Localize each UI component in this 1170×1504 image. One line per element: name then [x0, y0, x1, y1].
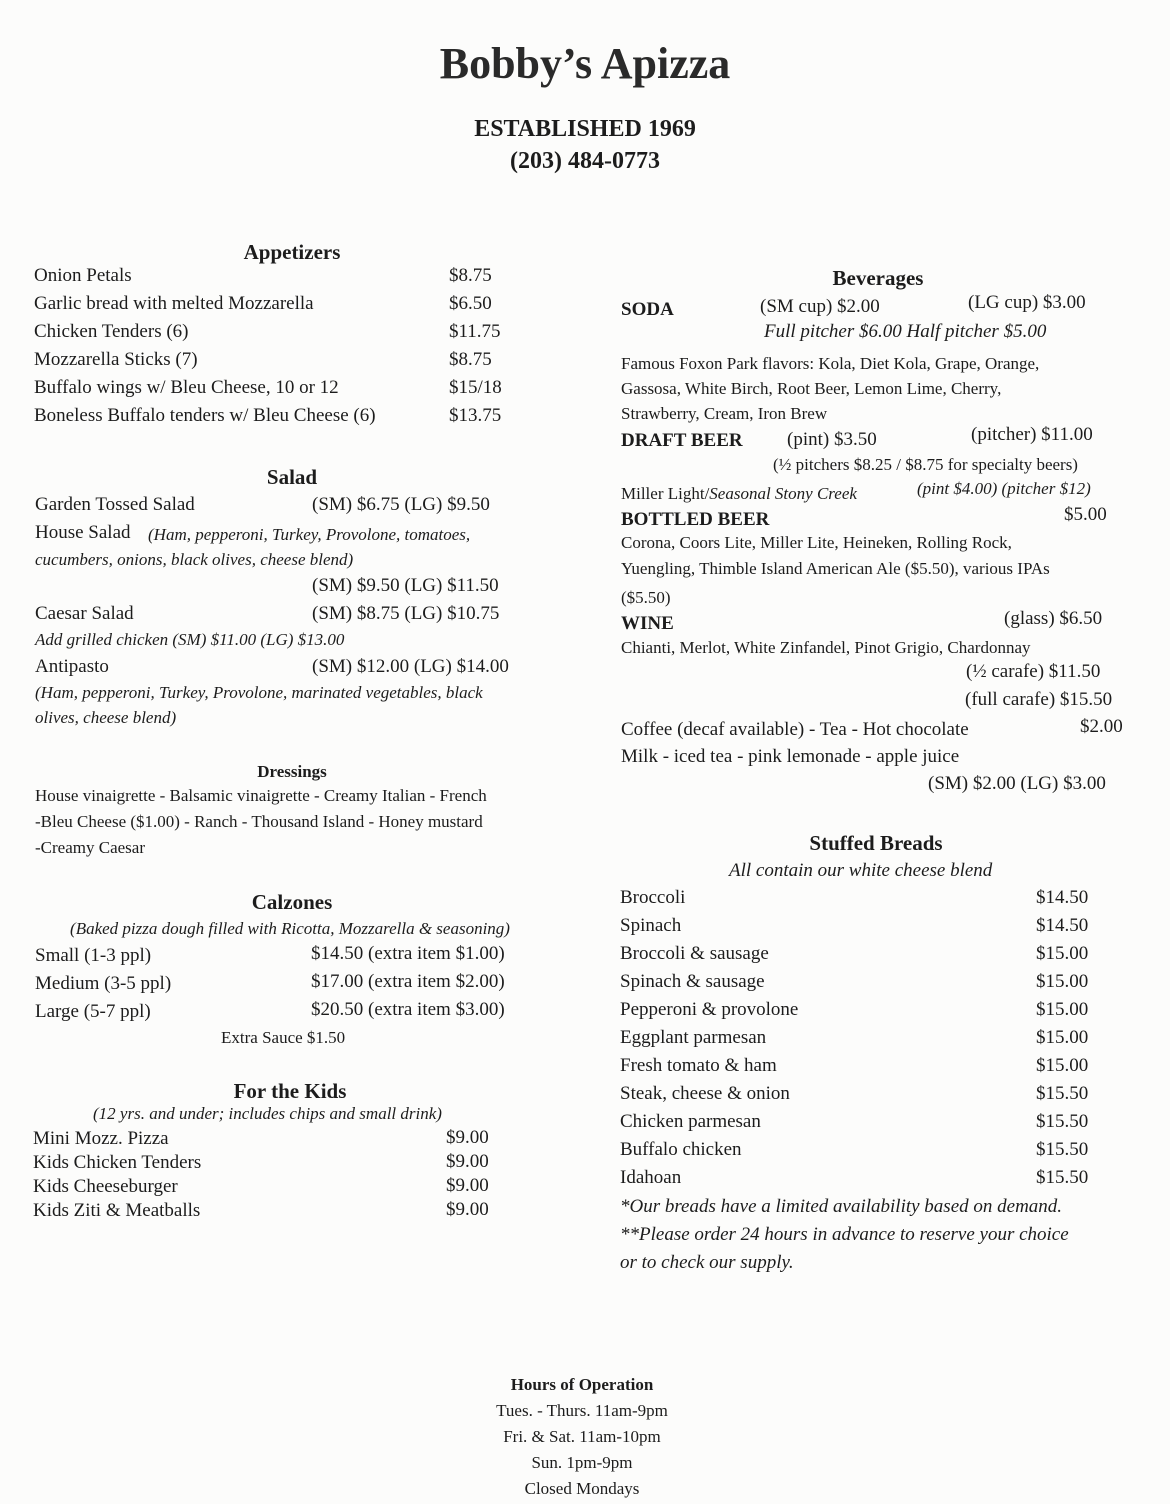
appetizers-heading: Appetizers	[243, 240, 341, 264]
menu-item-price: $15.50	[1036, 1083, 1089, 1104]
menu-item-name: Chicken Tenders (6)	[34, 321, 189, 342]
soda-sm-price: (SM cup) $2.00	[760, 296, 880, 317]
menu-item-price: $6.50	[449, 293, 492, 314]
menu-item-name: Buffalo chicken	[620, 1139, 742, 1160]
menu-item-price: $11.75	[449, 321, 501, 342]
wine-glass-price: (glass) $6.50	[1004, 608, 1103, 629]
item-description: (Ham, pepperoni, Turkey, Provolone, marinated vegetables, black	[35, 683, 483, 702]
menu-item-name: Garden Tossed Salad	[35, 494, 195, 515]
menu-item-price: $14.50	[1036, 887, 1089, 908]
bottled-beer-list: Corona, Coors Lite, Miller Lite, Heineken, Rolling Rock,	[621, 533, 1012, 552]
menu-item-price: $9.00	[446, 1151, 489, 1172]
menu-item-price: $15.00	[1036, 971, 1089, 992]
calzones-description: (Baked pizza dough filled with Ricotta, Mozzarella & seasoning)	[70, 919, 510, 938]
menu-item-price: $9.00	[446, 1199, 489, 1220]
draft-pitcher-price: (pitcher) $11.00	[971, 424, 1093, 445]
soda-flavors: Strawberry, Cream, Iron Brew	[621, 404, 828, 423]
stuffed-breads-note: **Please order 24 hours in advance to reserve your choice	[620, 1224, 1069, 1245]
calzones-heading: Calzones	[251, 890, 333, 914]
menu-item-price: $15.50	[1036, 1139, 1089, 1160]
menu-item-name: Mini Mozz. Pizza	[33, 1128, 169, 1149]
item-description: olives, cheese blend)	[35, 708, 177, 727]
phone-number: (203) 484-0773	[510, 148, 660, 174]
extra-sauce: Extra Sauce $1.50	[221, 1028, 346, 1047]
hours-line: Fri. & Sat. 11am-10pm	[503, 1427, 661, 1446]
hours-line: Closed Mondays	[524, 1479, 640, 1498]
hours-line: Tues. - Thurs. 11am-9pm	[496, 1401, 668, 1420]
menu-item-name: Caesar Salad	[35, 603, 134, 624]
menu-item-price: $15.00	[1036, 999, 1089, 1020]
dressings-line: -Bleu Cheese ($1.00) - Ranch - Thousand Island - Honey mustard	[35, 812, 483, 831]
menu-item-name: Antipasto	[35, 656, 109, 677]
menu-item-name: Chicken parmesan	[620, 1111, 761, 1132]
menu-item-name: Large (5-7 ppl)	[35, 1001, 151, 1022]
seasonal-beer-price: (pint $4.00) (pitcher $12)	[917, 479, 1091, 498]
bottled-beer-list: ($5.50)	[621, 588, 671, 607]
hot-drinks: Coffee (decaf available) - Tea - Hot chocolate	[621, 719, 969, 740]
draft-pint-price: (pint) $3.50	[787, 429, 877, 450]
beverages-heading: Beverages	[832, 266, 924, 290]
draft-half-pitcher: (½ pitchers $8.25 / $8.75 for specialty beers)	[773, 455, 1078, 474]
menu-item-price: $9.00	[446, 1175, 489, 1196]
stuffed-breads-note: *Our breads have a limited availability based on demand.	[620, 1196, 1063, 1217]
bottled-beer-price: $5.00	[1064, 504, 1107, 525]
menu-item-name: Kids Ziti & Meatballs	[33, 1200, 201, 1221]
hours-line: Sun. 1pm-9pm	[531, 1453, 633, 1472]
menu-item-name: Broccoli & sausage	[620, 943, 769, 964]
menu-item-name: Spinach & sausage	[620, 971, 765, 992]
menu-item-price: (SM) $12.00 (LG) $14.00	[312, 656, 509, 677]
seasonal-beer-name: Seasonal Stony Creek	[709, 484, 857, 503]
menu-item-price: $8.75	[449, 265, 492, 286]
menu-item-price: $8.75	[449, 349, 492, 370]
salad-heading: Salad	[266, 465, 318, 489]
menu-item-price: $14.50	[1036, 915, 1089, 936]
stuffed-breads-heading: Stuffed Breads	[809, 831, 943, 855]
menu-item-price: $15.50	[1036, 1111, 1089, 1132]
menu-item-name: Garlic bread with melted Mozzarella	[34, 293, 314, 314]
wine-half-carafe: (½ carafe) $11.50	[966, 661, 1101, 682]
menu-item-name: Kids Chicken Tenders	[33, 1152, 202, 1173]
stuffed-breads-subtitle: All contain our white cheese blend	[729, 860, 993, 881]
item-description: (Ham, pepperoni, Turkey, Provolone, tomatoes,	[148, 525, 471, 544]
menu-item-name: Pepperoni & provolone	[620, 999, 799, 1020]
kids-description: (12 yrs. and under; includes chips and small drink)	[93, 1104, 442, 1123]
cold-drinks-price: (SM) $2.00 (LG) $3.00	[928, 773, 1106, 794]
menu-item-price: $15/18	[449, 377, 502, 398]
stuffed-breads-note: or to check our supply.	[620, 1252, 794, 1273]
wine-full-carafe: (full carafe) $15.50	[965, 689, 1113, 710]
menu-item-price: $13.75	[449, 405, 502, 426]
menu-item-price: $15.00	[1036, 943, 1089, 964]
bottled-beer-list: Yuengling, Thimble Island American Ale ($5.50), various IPAs	[621, 559, 1050, 578]
menu-item-name: Idahoan	[620, 1167, 682, 1188]
menu-item-price: $15.50	[1036, 1167, 1089, 1188]
seasonal-beer	[621, 484, 857, 504]
menu-item-name: Buffalo wings w/ Bleu Cheese, 10 or 12	[34, 377, 339, 398]
menu-item-price: $15.00	[1036, 1055, 1089, 1076]
soda-lg-price: (LG cup) $3.00	[968, 292, 1086, 313]
menu-item-name: Broccoli	[620, 887, 686, 908]
cold-drinks: Milk - iced tea - pink lemonade - apple juice	[621, 746, 960, 767]
menu-item-price: $9.00	[446, 1127, 489, 1148]
soda-label: SODA	[621, 299, 674, 320]
wine-label: WINE	[621, 613, 674, 634]
item-addon: Add grilled chicken (SM) $11.00 (LG) $13.00	[35, 630, 345, 649]
established-line: ESTABLISHED 1969	[474, 116, 696, 142]
menu-item-price: $14.50 (extra item $1.00)	[311, 943, 505, 964]
item-description: cucumbers, onions, black olives, cheese blend)	[35, 550, 354, 569]
menu-item-price: (SM) $6.75 (LG) $9.50	[312, 494, 490, 515]
restaurant-title: Bobby’s Apizza	[439, 39, 731, 88]
soda-flavors: Gassosa, White Birch, Root Beer, Lemon Lime, Cherry,	[621, 379, 1002, 398]
bottled-beer-label: BOTTLED BEER	[621, 509, 770, 530]
menu-item-price: $17.00 (extra item $2.00)	[311, 971, 505, 992]
seasonal-beer-miller: Miller Light/	[621, 484, 710, 503]
menu-item-name: Boneless Buffalo tenders w/ Bleu Cheese (6)	[34, 405, 376, 426]
draft-beer-label: DRAFT BEER	[621, 430, 743, 451]
soda-flavors: Famous Foxon Park flavors: Kola, Diet Kola, Grape, Orange,	[621, 354, 1040, 373]
dressings-line: House vinaigrette - Balsamic vinaigrette - Creamy Italian - French	[35, 786, 487, 805]
menu-item-name: Eggplant parmesan	[620, 1027, 767, 1048]
menu-item-price: (SM) $8.75 (LG) $10.75	[312, 603, 500, 624]
soda-pitcher-price: Full pitcher $6.00 Half pitcher $5.00	[764, 321, 1047, 342]
menu-item-name: Fresh tomato & ham	[620, 1055, 777, 1076]
menu-item-price: $20.50 (extra item $3.00)	[311, 999, 505, 1020]
menu-item-name: Kids Cheeseburger	[33, 1176, 178, 1197]
menu-item-price: $15.00	[1036, 1027, 1089, 1048]
menu-item-name: Mozzarella Sticks (7)	[34, 349, 198, 370]
menu-item-name: Spinach	[620, 915, 682, 936]
menu-item-name: House Salad	[35, 522, 131, 543]
menu-item-name: Steak, cheese & onion	[620, 1083, 790, 1104]
dressings-heading: Dressings	[257, 762, 327, 781]
kids-heading: For the Kids	[233, 1079, 347, 1103]
wine-list: Chianti, Merlot, White Zinfandel, Pinot Grigio, Chardonnay	[621, 638, 1031, 657]
menu-item-price: (SM) $9.50 (LG) $11.50	[312, 575, 499, 596]
menu-item-name: Small (1-3 ppl)	[35, 945, 152, 966]
hours-heading: Hours of Operation	[510, 1375, 654, 1394]
hot-drinks-price: $2.00	[1080, 716, 1123, 737]
dressings-line: -Creamy Caesar	[35, 838, 145, 857]
menu-item-name: Medium (3-5 ppl)	[35, 973, 172, 994]
menu-item-name: Onion Petals	[34, 265, 132, 286]
